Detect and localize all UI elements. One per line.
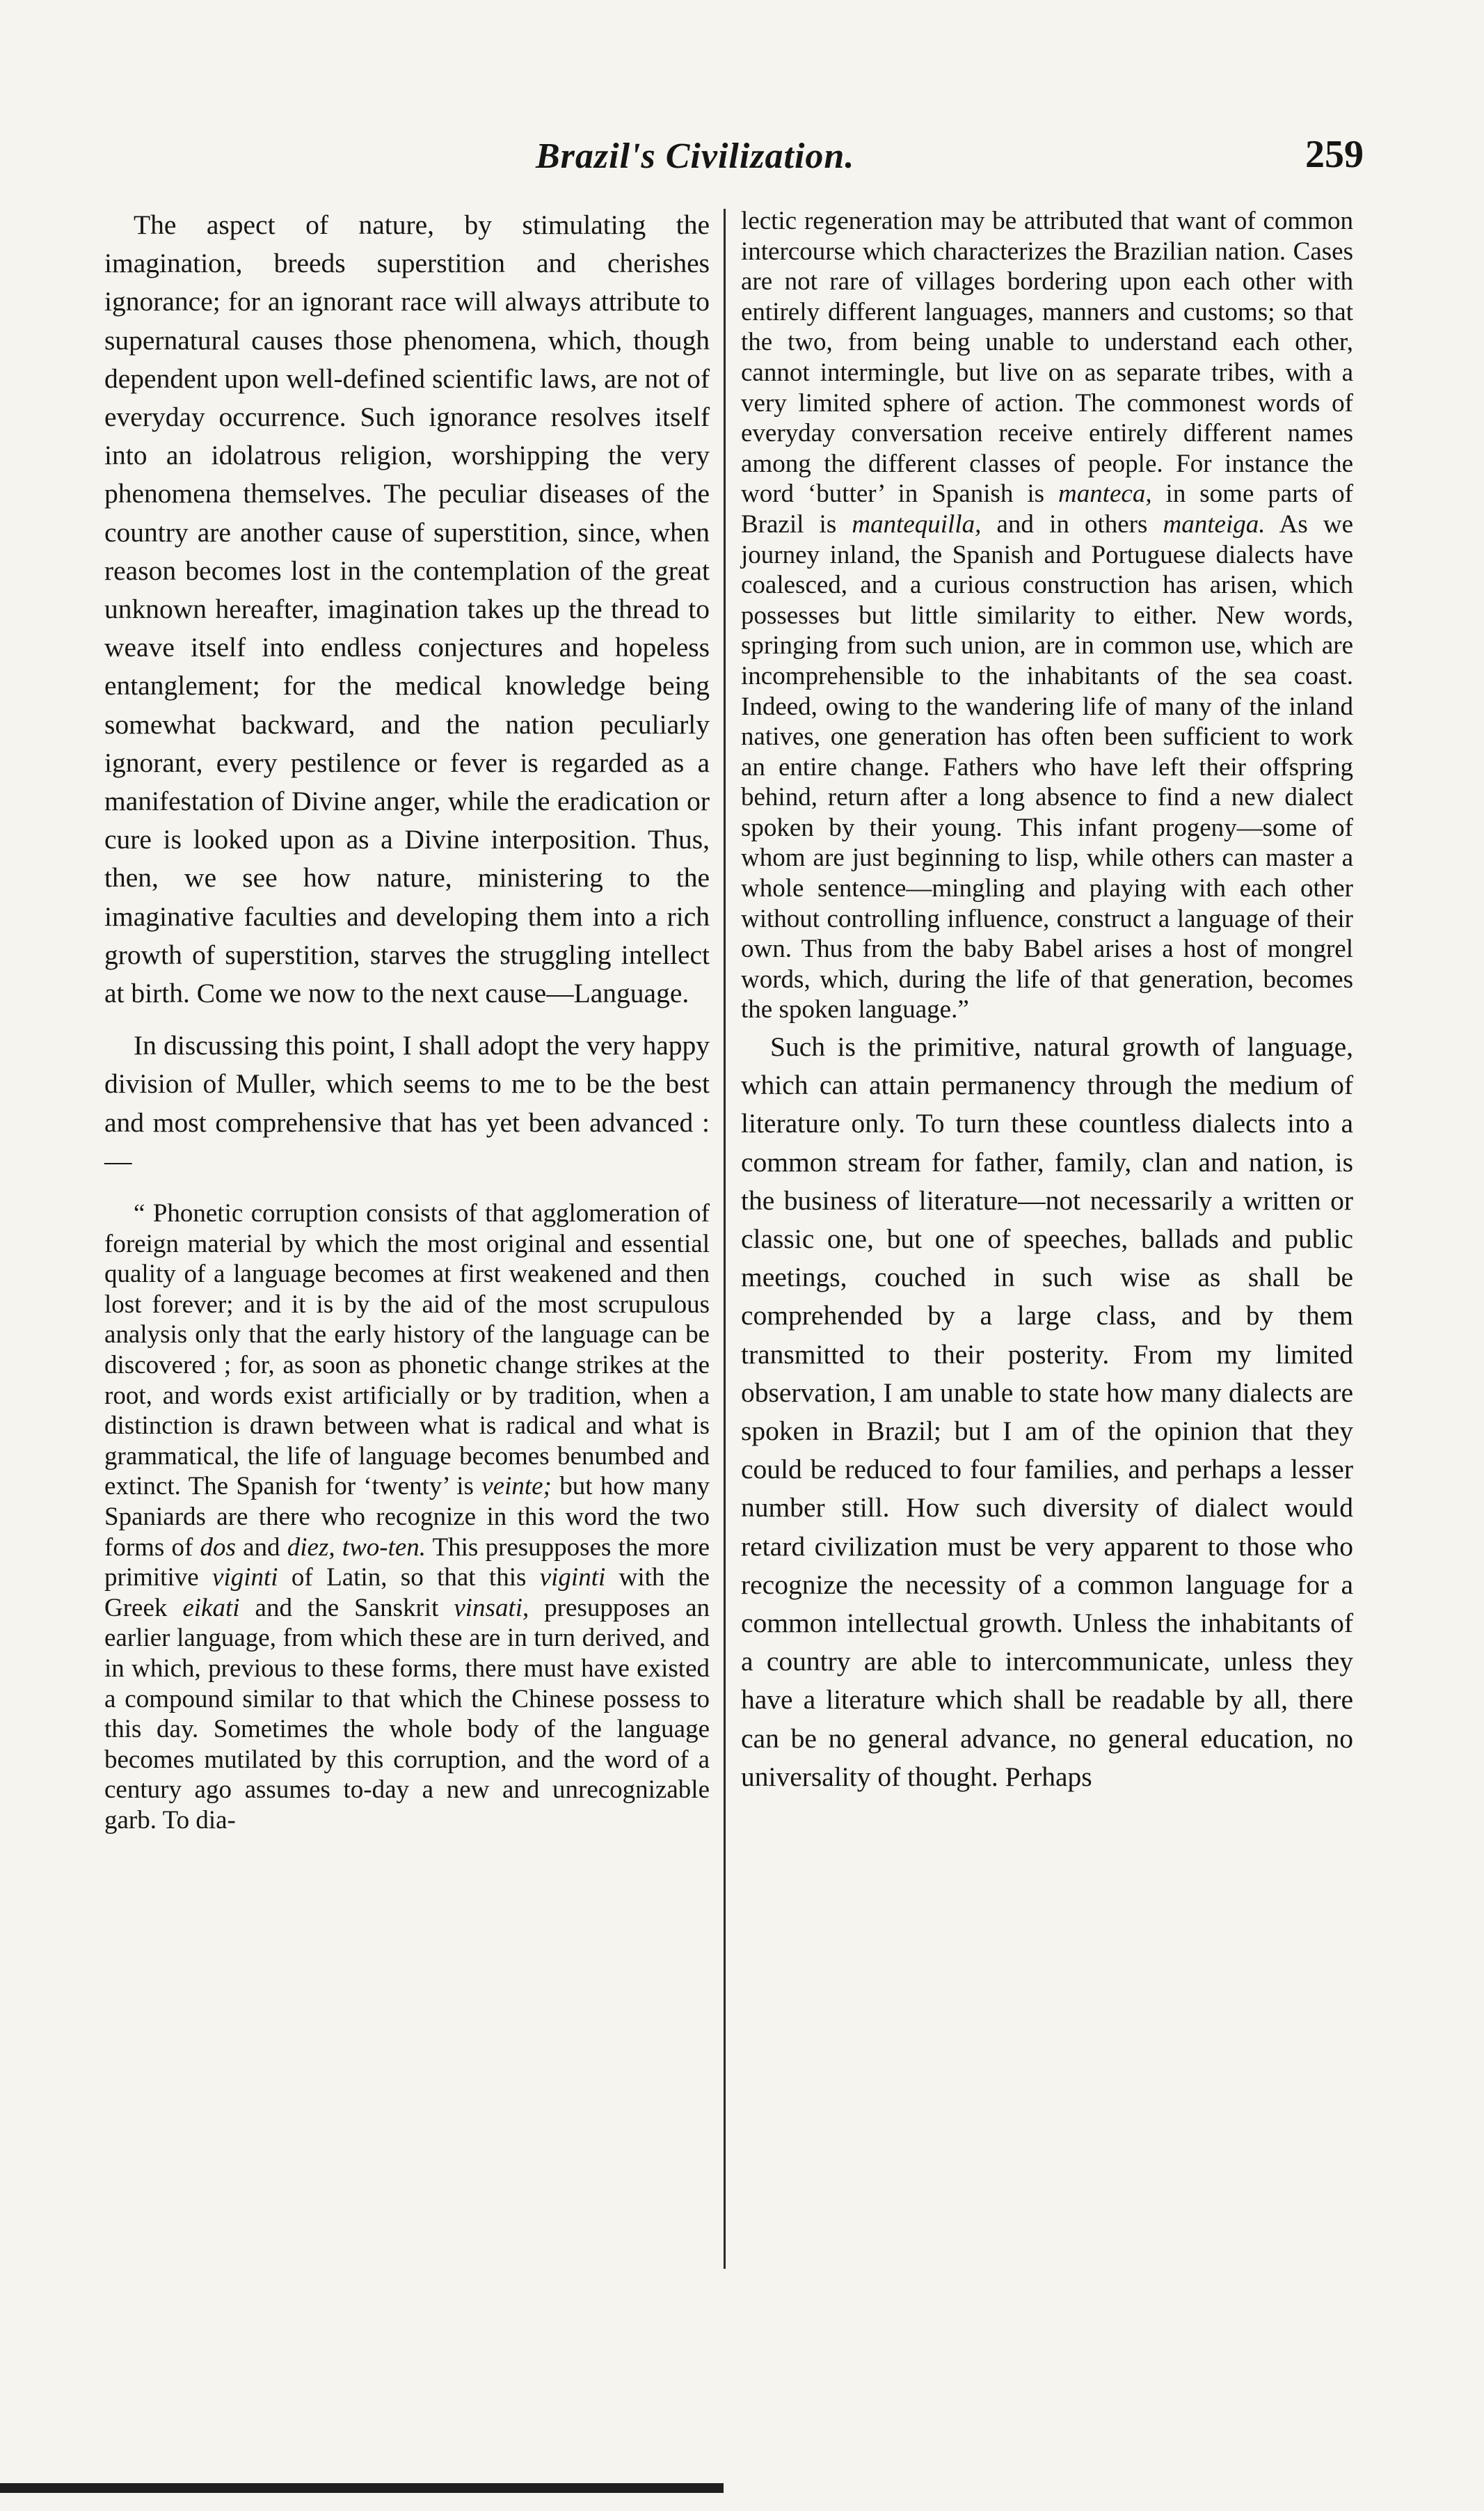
page-number: 259 [1305, 133, 1364, 176]
right-column [741, 206, 1353, 1796]
quote-continuation: lectic regeneration may be attributed that want of common intercourse which characterizes the Brazilian nation. Cases are not rare of villages bordering upon each other with entirely different languages, manners and customs; so that the two, from being unable to understand each other, cannot intermingle, but live on as separate tribes, with a very limited sphere of action. The commonest words of everyday conversation receive entirely different names among the different classes of people. For instance the word ‘butter’ in Spanish is manteca, in some parts of Brazil is mantequilla, and in others manteiga. As we journey inland, the Spanish and Portuguese dialects have coalesced, and a curious construction has arisen, which possesses but little similarity to either. New words, springing from such union, are in common use, which are incomprehensible to the inhabitants of the sea coast. Indeed, owing to the wandering life of many of the inland natives, one generation has often been sufficient to work an entire change. Fathers who have left their offspring behind, return after a long absence to find a new dialect spoken by their young. This infant progeny—some of whom are just beginning to lisp, while others can master a whole sentence—mingling and playing with each other without controlling influence, construct a language of their own. Thus from the baby Babel arises a host of mongrel words, which, during the life of that generation, becomes the spoken language.” [741, 207, 1353, 1024]
column-divider [724, 209, 726, 2269]
page-header [104, 129, 1371, 191]
paragraph-primitive-growth: Such is the primitive, natural growth of language, which can attain permanency through the medium of literature only. To turn these countless dialects into a common stream for father, family, clan and nation, is the business of literature—not necessarily a written or classic one, but one of speeches, ballads and public meetings, couched in such wise as shall be comprehended by a large class, and by them transmitted to their posterity. From my limited observation, I am unable to state how many dialects are spoken in Brazil; but I am of the opinion that they could be reduced to four families, and perhaps a lesser number still. How such diversity of dialect would retard civilization must be very apparent to those who recognize the necessity of a common language for a common intellectual growth. Unless the inhabitants of a country are able to intercommunicate, unless they have a literature which shall be readable by all, there can be no general advance, no general education, no universality of thought. Perhaps [741, 1031, 1353, 1792]
left-column [104, 206, 710, 1836]
running-title: Brazil's Civilization. [536, 136, 855, 176]
scan-edge-bar [0, 2483, 724, 2493]
paragraph-discussing-language: In discussing this point, I shall adopt the very happy division of Muller, which seems to me to be the best and most comprehensive that has yet been advanced :— [104, 1030, 710, 1176]
paragraph-aspect-of-nature: The aspect of nature, by stimulating the imagination, breeds superstition and cherishes ignorance; for an ignorant race will always attribute to supernatural causes those phenomena, which, though dependent upon well-defined scientific laws, are not of everyday occurrence. Such ignorance resolves itself into an idolatrous religion, worshipping the very phenomena themselves. The peculiar diseases of the country are another cause of superstition, since, when reason becomes lost in the contemplation of the great unknown hereafter, imagination takes up the thread to weave itself into endless conjectures and hopeless entanglement; for the medical knowledge being somewhat backward, and the nation peculiarly ignorant, every pestilence or fever is regarded as a manifestation of Divine anger, while the eradication or cure is looked upon as a Divine interposition. Thus, then, we see how nature, ministering to the imaginative faculties and developing them into a rich growth of superstition, starves the struggling intellect at birth. Come we now to the next cause—Language. [104, 209, 710, 1009]
quote-phonetic-corruption: “ Phonetic corruption consists of that agglomeration of foreign material by which the most original and essential quality of a language becomes at first weakened and then lost forever; and it is by the aid of the most scrupulous analysis only that the early history of the language can be discovered ; for, as soon as phonetic change strikes at the root, and words exist artificially or by tradition, when a distinction is drawn between what is radical and what is grammatical, the life of language becomes benumbed and extinct. The Spanish for ‘twenty’ is veinte; but how many Spaniards are there who recognize in this word the two forms of dos and diez, two-ten. This presupposes the more primitive viginti of Latin, so that this viginti with the Greek eikati and the Sanskrit vinsati, presupposes an earlier language, from which these are in turn derived, and in which, previous to these forms, there must have existed a compound similar to that which the Chinese possess to this day. Sometimes the whole body of the language becomes mutilated by this corruption, and the word of a century ago assumes to-day a new and unrecognizable garb. To dia- [104, 1199, 710, 1835]
